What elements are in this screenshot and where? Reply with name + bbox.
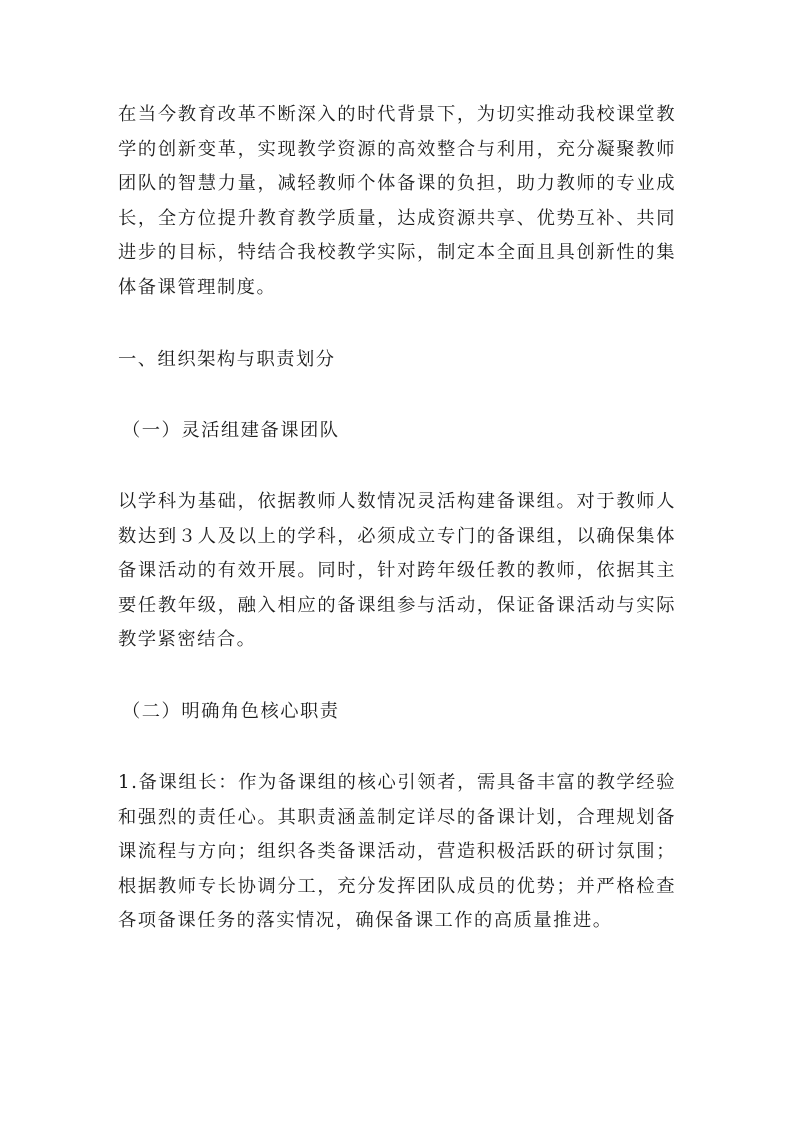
document-page [118, 98, 676, 939]
section-heading-organization: 一、组织架构与职责划分 [118, 349, 336, 370]
role-item-leader: 1.备课组长：作为备课组的核心引领者，需具备丰富的教学经验和强烈的责任心。其职责涵盖制定详尽的备课计划，合理规划备课流程与方向；组织各类备课活动，营造积极活跃的研讨氛围；根据教师专长协调分工，充分发挥团队成员的优势；并严格检查各项备课任务的落实情况，确保备课工作的高质量推进。 [118, 772, 676, 931]
intro-paragraph: 在当今教育改革不断深入的时代背景下，为切实推动我校课堂教学的创新变革，实现教学资源的高效整合与利用，充分凝聚教师团队的智慧力量，减轻教师个体备课的负担，助力教师的专业成长，全方位提升教育教学质量，达成资源共享、优势互补、共同进步的目标，特结合我校教学实际，制定本全面且具创新性的集体备课管理制度。 [118, 104, 676, 298]
team-paragraph: 以学科为基础，依据教师人数情况灵活构建备课组。对于教师人数达到３人及以上的学科，必须成立专门的备课组，以确保集体备课活动的有效开展。同时，针对跨年级任教的教师，依据其主要任教年级，融入相应的备课组参与活动，保证备课活动与实际教学紧密结合。 [118, 491, 676, 650]
subsection-heading-team: （一）灵活组建备课团队 [122, 419, 340, 441]
subsection-heading-roles: （二）明确角色核心职责 [122, 700, 340, 722]
